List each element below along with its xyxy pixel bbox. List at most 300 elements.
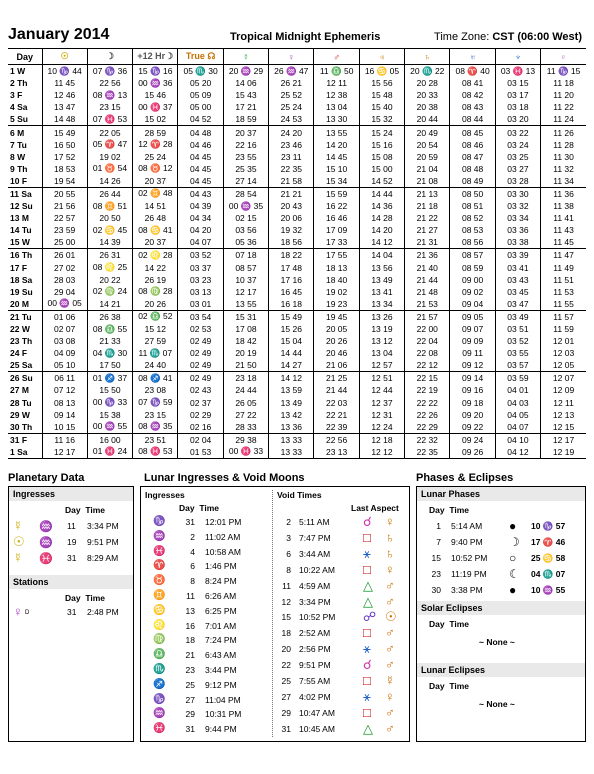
void-time: 10:45 AM [299, 723, 335, 734]
table-row [8, 139, 586, 151]
phase-day: 30 [431, 585, 441, 595]
table-cell: 02 ♋ 45 [87, 224, 132, 236]
planet-glyph-icon: ♀ [13, 604, 23, 619]
table-cell: 05 20 [178, 77, 223, 89]
ingress-time: 3:34 PM [87, 521, 119, 531]
table-cell: 25 35 [223, 163, 268, 175]
table-cell: 26 ♒ 47 [269, 65, 314, 78]
table-cell: 12 18 [359, 433, 404, 446]
column-header: Day [8, 49, 42, 65]
table-cell: 20 33 [405, 89, 450, 101]
table-cell: 09 09 [450, 335, 495, 347]
table-cell: 25 24 [133, 151, 178, 163]
table-cell: 14 22 [133, 262, 178, 274]
table-cell: 12 19 [541, 446, 586, 459]
table-cell: 26 31 [87, 249, 132, 262]
table-cell: 05 ♈ 47 [87, 139, 132, 151]
table-cell: 12 ♈ 28 [133, 139, 178, 151]
aspect-glyph-icon: ☌ [363, 657, 372, 673]
table-cell: 02 43 [178, 384, 223, 396]
table-cell: 06 11 [42, 372, 87, 385]
table-cell: 15 00 [359, 163, 404, 175]
table-cell: 11 41 [541, 212, 586, 224]
table-cell: 03 25 [495, 151, 540, 163]
table-cell: 08 48 [450, 163, 495, 175]
phases-col-header [429, 505, 469, 515]
table-cell: 21 58 [269, 175, 314, 188]
table-cell: 15 56 [359, 77, 404, 89]
table-cell: 28 59 [133, 126, 178, 139]
table-cell: 27 59 [133, 335, 178, 347]
table-cell: 13 26 [359, 310, 404, 323]
timezone-label: Time Zone: [434, 31, 490, 43]
ingress-day: 29 [185, 709, 195, 720]
table-cell: 20 26 [133, 298, 178, 311]
station-code: D [25, 610, 30, 616]
ingress-time: 10:31 PM [205, 709, 242, 720]
table-cell: 02 04 [178, 433, 223, 446]
table-cell: 03 45 [495, 286, 540, 298]
phases-box [416, 486, 586, 742]
table-cell: 18 53 [42, 163, 87, 175]
phase-position: 17 ♈ 46 [531, 537, 566, 547]
table-cell: 17 33 [314, 236, 359, 249]
table-cell: 09 16 [450, 384, 495, 396]
table-cell: 21 33 [87, 335, 132, 347]
table-cell: 27 22 [223, 409, 268, 421]
table-cell: 17 52 [42, 151, 87, 163]
page-subtitle: Tropical Midnight Ephemeris [230, 31, 381, 43]
column-header: ♃ [359, 49, 404, 65]
lunar-eclipse-col-header [429, 681, 469, 691]
table-cell: 04 43 [178, 187, 223, 200]
sign-glyph-icon: ♌ [153, 619, 166, 631]
void-day: 22 [281, 660, 291, 671]
timezone-offset: (06:00 West) [517, 31, 582, 43]
table-cell: 14 26 [87, 175, 132, 188]
table-cell: 22 04 [405, 335, 450, 347]
timezone [434, 31, 582, 43]
table-cell: 13 33 [269, 433, 314, 446]
table-cell: 09 24 [450, 433, 495, 446]
time-label: Time [449, 681, 470, 691]
table-cell: 22 35 [269, 163, 314, 175]
day-cell: 1 W [10, 66, 26, 77]
table-cell: 20 38 [405, 101, 450, 113]
table-cell: 15 34 [314, 175, 359, 188]
table-cell: 03 59 [495, 372, 540, 385]
table-cell: 21 22 [405, 212, 450, 224]
table-cell: 09 22 [450, 421, 495, 434]
table-cell: 12 05 [541, 359, 586, 372]
table-cell: 08 44 [450, 113, 495, 126]
table-cell: 23 51 [133, 433, 178, 446]
table-cell: 12 17 [223, 286, 268, 298]
table-cell: 18 56 [269, 236, 314, 249]
table-cell: 12 46 [42, 89, 87, 101]
table-cell: 20 59 [405, 151, 450, 163]
header [8, 28, 586, 46]
ephemeris-table [8, 48, 586, 459]
table-cell: 15 38 [87, 409, 132, 421]
table-cell: 03 28 [495, 175, 540, 188]
day-cell: 21 Tu [10, 311, 32, 322]
lunar-divider [272, 490, 273, 737]
table-row [8, 359, 586, 372]
table-cell: 03 20 [495, 113, 540, 126]
stations-col-header [65, 593, 105, 603]
table-cell: 18 42 [223, 335, 268, 347]
void-time: 10:47 AM [299, 707, 335, 718]
table-cell: 11 18 [541, 77, 586, 89]
ingress-time: 1:46 PM [205, 561, 237, 572]
table-cell: 09 00 [450, 274, 495, 286]
table-cell: 21 48 [405, 286, 450, 298]
aspect-glyph-icon: ☌ [363, 514, 372, 529]
sign-glyph-icon: ♑ [153, 516, 166, 527]
table-cell: 12 09 [541, 384, 586, 396]
table-cell: 03 54 [178, 310, 223, 323]
phase-time: 10:52 PM [451, 553, 488, 563]
station-time: 2:48 PM [87, 607, 119, 617]
table-row [8, 409, 586, 421]
table-row [8, 175, 586, 188]
ingress-day: 8 [190, 576, 195, 587]
table-cell: 25 00 [42, 236, 87, 249]
table-cell: 08 ♋ 41 [133, 224, 178, 236]
table-cell: 08 56 [450, 236, 495, 249]
table-cell: 20 ♏ 22 [405, 65, 450, 78]
planet-glyph-icon: ♂ [385, 704, 395, 720]
ingress-time: 6:26 AM [205, 591, 237, 601]
table-cell: 23 46 [269, 139, 314, 151]
table-cell: 08 ♉ 12 [133, 163, 178, 175]
table-cell: 09 07 [450, 323, 495, 335]
table-cell: 03 13 [178, 286, 223, 298]
table-cell: 08 57 [223, 262, 268, 274]
day-cell: 15 W [8, 236, 42, 249]
table-cell: 11 16 [42, 433, 87, 446]
table-cell: 20 ♒ 29 [223, 65, 268, 78]
table-cell: 15 59 [314, 187, 359, 200]
table-cell: 12 57 [359, 359, 404, 372]
day-cell: 23 Th [10, 336, 33, 347]
ingress-day: 27 [185, 694, 195, 705]
table-cell: 13 59 [269, 384, 314, 396]
column-header: ☿ [223, 49, 268, 65]
table-cell: 20 37 [133, 236, 178, 249]
table-cell: 03 17 [495, 89, 540, 101]
day-cell: 12 Su [10, 201, 33, 212]
table-cell: 04 01 [495, 384, 540, 396]
table-cell: 09 26 [450, 446, 495, 459]
day-cell: 27 M [10, 385, 29, 396]
table-cell: 07 ♓ 53 [87, 113, 132, 126]
table-cell: 03 57 [495, 359, 540, 372]
phase-position: 04 ♏ 07 [531, 569, 566, 579]
table-cell: 13 12 [359, 335, 404, 347]
table-cell: 11 53 [541, 286, 586, 298]
table-cell: 27 14 [223, 175, 268, 188]
column-header: ♀ [269, 49, 314, 65]
table-cell: 22 16 [223, 139, 268, 151]
table-cell: 08 41 [450, 77, 495, 89]
ingress-day: 31 [67, 553, 77, 563]
void-day: 18 [281, 628, 291, 639]
table-cell: 09 12 [450, 359, 495, 372]
planet-glyph-icon: ☉ [13, 534, 25, 549]
table-cell: 20 26 [314, 335, 359, 347]
table-cell: 04 52 [178, 113, 223, 126]
table-cell: 18 22 [269, 249, 314, 262]
phase-day: 7 [436, 537, 441, 547]
table-cell: 05 09 [178, 89, 223, 101]
table-cell: 17 48 [269, 262, 314, 274]
table-row [8, 372, 586, 385]
planetary-col-header [65, 505, 105, 515]
table-cell: 04 45 [178, 151, 223, 163]
day-label: Day [429, 681, 445, 691]
table-cell: 09 20 [450, 409, 495, 421]
table-cell: 00 ♒ 05 [42, 298, 87, 311]
ingress-time: 10:58 AM [205, 546, 241, 557]
day-cell: 18 Sa [10, 274, 33, 285]
table-row [8, 151, 586, 163]
void-day: 12 [281, 596, 291, 607]
ingress-time: 9:44 PM [205, 724, 237, 735]
table-cell: 15 02 [133, 113, 178, 126]
ephemeris-header-row [8, 49, 586, 65]
table-cell: 22 32 [405, 433, 450, 446]
void-time: 3:44 AM [299, 548, 331, 559]
table-cell: 25 52 [269, 89, 314, 101]
table-cell: 11 49 [541, 262, 586, 274]
table-cell: 05 ♏ 30 [178, 65, 223, 78]
day-label: Day [65, 505, 81, 515]
table-cell: 28 03 [42, 274, 87, 286]
void-day: 29 [281, 707, 291, 718]
lunar-eclipse-none: ~ None ~ [479, 699, 515, 709]
void-time: 7:47 PM [299, 532, 331, 543]
table-cell: 22 56 [87, 77, 132, 89]
table-cell: 12 01 [541, 335, 586, 347]
table-row [8, 421, 586, 434]
ingress-day: 16 [185, 620, 195, 631]
table-row [8, 65, 586, 78]
table-cell: 13 55 [314, 126, 359, 139]
table-cell: 03 52 [178, 249, 223, 262]
table-cell: 12 24 [359, 421, 404, 434]
day-label: Day [65, 593, 81, 603]
table-cell: 09 14 [42, 409, 87, 421]
planet-glyph-icon: ♂ [385, 657, 395, 673]
table-cell: 23 11 [269, 151, 314, 163]
table-cell: 03 ♓ 13 [495, 65, 540, 78]
aspect-glyph-icon: □ [363, 625, 371, 641]
table-cell: 23 08 [133, 384, 178, 396]
table-cell: 08 42 [450, 89, 495, 101]
ingress-day: 13 [185, 605, 195, 616]
table-cell: 15 32 [359, 113, 404, 126]
table-cell: 16 00 [87, 433, 132, 446]
table-cell: 09 14 [450, 372, 495, 385]
table-cell: 21 25 [314, 372, 359, 385]
sign-glyph-icon: ♐ [153, 678, 166, 690]
void-day: 2 [286, 517, 291, 527]
table-cell: 03 15 [495, 77, 540, 89]
table-cell: 11 38 [541, 200, 586, 212]
table-row [8, 163, 586, 175]
table-cell: 26 44 [87, 187, 132, 200]
day-cell: 19 Su [10, 286, 33, 297]
table-cell: 04 45 [178, 175, 223, 188]
lunar-col-header [179, 503, 219, 513]
table-cell: 13 34 [359, 298, 404, 311]
void-time: 4:02 PM [299, 691, 331, 702]
phase-position: 10 ♑ 57 [531, 521, 566, 531]
table-row [8, 89, 586, 101]
day-cell: 13 M [10, 213, 29, 224]
table-cell: 04 05 [495, 409, 540, 421]
table-cell: 15 49 [42, 126, 87, 139]
table-cell: 15 16 [359, 139, 404, 151]
phase-time: 3:38 PM [451, 585, 483, 595]
table-cell: 12 31 [359, 409, 404, 421]
table-cell: 02 49 [178, 372, 223, 385]
table-cell: 04 45 [178, 163, 223, 175]
void-time: 10:52 PM [299, 612, 336, 623]
ingress-day: 25 [185, 679, 195, 690]
table-cell: 27 02 [42, 262, 87, 274]
time-label: Time [199, 503, 220, 513]
table-cell: 03 41 [495, 262, 540, 274]
ingress-day: 21 [185, 650, 195, 661]
table-cell: 17 16 [269, 274, 314, 286]
day-cell: 20 M [8, 298, 42, 311]
lunar-title: Lunar Ingresses & Void Moons [144, 472, 305, 484]
table-cell: 14 45 [314, 151, 359, 163]
table-cell: 00 ♓ 33 [223, 446, 268, 459]
table-row [8, 200, 586, 212]
planet-glyph-icon: ☿ [13, 550, 23, 565]
table-row [8, 274, 586, 286]
table-cell: 02 53 [178, 323, 223, 335]
table-cell: 11 ♎ 50 [314, 65, 359, 78]
table-cell: 08 ♓ 53 [133, 446, 178, 459]
table-cell: 04 48 [178, 126, 223, 139]
table-cell: 08 50 [450, 187, 495, 200]
day-cell: 4 Sa [10, 102, 28, 113]
column-header: ♂ [314, 49, 359, 65]
table-cell: 22 35 [405, 446, 450, 459]
table-cell: 03 39 [495, 249, 540, 262]
table-cell: 23 59 [42, 224, 87, 236]
table-cell: 20 55 [42, 187, 87, 200]
table-cell: 19 54 [42, 175, 87, 188]
table-cell: 21 44 [405, 274, 450, 286]
table-cell: 11 59 [541, 323, 586, 335]
table-cell: 14 12 [269, 372, 314, 385]
table-cell: 26 38 [87, 310, 132, 323]
table-cell: 01 53 [178, 446, 223, 459]
day-cell: 7 Tu [10, 139, 27, 150]
table-row [8, 298, 586, 311]
table-cell: 04 03 [495, 397, 540, 409]
table-cell: 13 49 [359, 274, 404, 286]
table-cell: 08 47 [450, 151, 495, 163]
table-cell: 16 22 [314, 200, 359, 212]
table-cell: 13 47 [42, 101, 87, 113]
solar-col-header [429, 619, 469, 629]
table-cell: 15 08 [359, 151, 404, 163]
day-cell: 30 Th [8, 421, 42, 434]
column-header: ♄ [405, 49, 450, 65]
table-cell: 02 ♊ 48 [133, 187, 178, 200]
void-time: 7:55 AM [299, 676, 331, 686]
table-cell: 12 44 [359, 384, 404, 396]
ingress-time: 6:25 PM [205, 605, 237, 616]
ingress-day: 6 [190, 561, 195, 572]
table-cell: 03 51 [495, 323, 540, 335]
table-cell: 11 45 [42, 77, 87, 89]
void-day: 25 [281, 676, 291, 686]
table-cell: 28 33 [223, 421, 268, 434]
table-row [8, 187, 586, 200]
table-cell: 15 04 [269, 335, 314, 347]
table-cell: 15 48 [359, 89, 404, 101]
void-time: 2:52 AM [299, 628, 331, 639]
table-cell: 01 ♉ 54 [87, 163, 132, 175]
table-cell: 08 52 [450, 212, 495, 224]
table-cell: 20 37 [223, 126, 268, 139]
table-cell: 13 04 [314, 101, 359, 113]
day-cell: 2 Th [10, 78, 28, 89]
phase-time: 5:14 AM [451, 521, 483, 531]
table-cell: 14 44 [359, 187, 404, 200]
table-cell: 03 23 [178, 274, 223, 286]
table-cell: 11 ♏ 07 [133, 347, 178, 359]
table-row [8, 212, 586, 224]
table-cell: 17 21 [223, 101, 268, 113]
table-cell: 02 49 [178, 347, 223, 359]
table-cell: 04 39 [178, 200, 223, 212]
table-cell: 08 ♈ 40 [450, 65, 495, 78]
table-cell: 11 26 [541, 126, 586, 139]
sign-glyph-icon: ♓ [153, 545, 166, 557]
table-cell: 04 46 [178, 139, 223, 151]
aspect-glyph-icon: □ [363, 673, 371, 688]
phases-title: Phases & Eclipses [416, 472, 514, 484]
table-cell: 21 50 [223, 359, 268, 372]
ingress-time: 7:01 AM [205, 620, 237, 631]
table-cell: 03 32 [495, 200, 540, 212]
planetary-box [8, 486, 134, 742]
ingress-day: 19 [67, 537, 77, 547]
table-cell: 24 53 [269, 113, 314, 126]
table-cell: 11 24 [541, 113, 586, 126]
table-cell: 13 42 [269, 409, 314, 421]
sign-glyph-icon: ♒ [153, 708, 166, 720]
table-cell: 20 50 [87, 212, 132, 224]
table-cell: 26 48 [133, 212, 178, 224]
sign-glyph-icon: ♓ [153, 723, 166, 735]
table-cell: 20 22 [87, 274, 132, 286]
table-cell: 26 05 [223, 397, 268, 409]
table-cell: 03 38 [495, 236, 540, 249]
table-cell: 13 49 [269, 397, 314, 409]
table-cell: 11 47 [541, 249, 586, 262]
table-cell: 12 07 [541, 372, 586, 385]
